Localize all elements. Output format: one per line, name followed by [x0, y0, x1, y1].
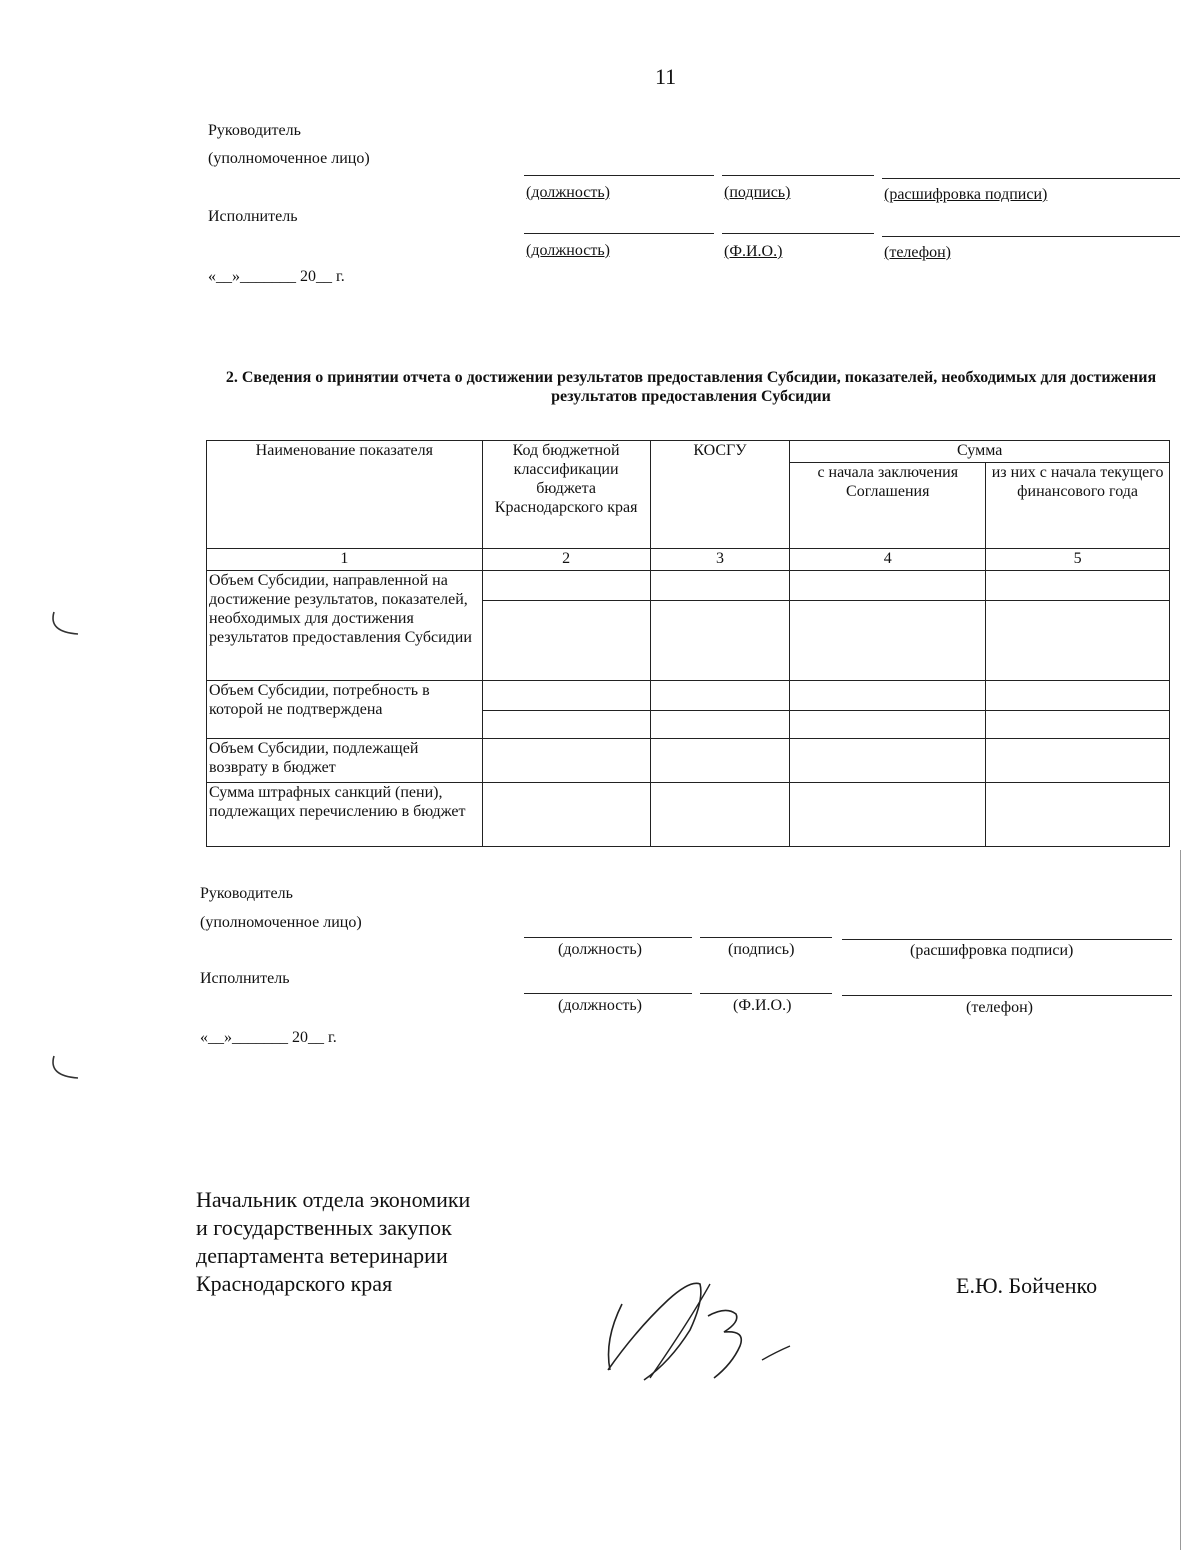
table-cell — [986, 601, 1170, 681]
executor-label-2: Исполнитель — [200, 970, 290, 987]
table-cell — [986, 571, 1170, 601]
decoding-line-2 — [842, 939, 1172, 940]
position-line — [524, 175, 714, 176]
handwritten-signature — [600, 1270, 810, 1390]
punch-hole-mark — [44, 608, 84, 642]
report-table — [206, 440, 1170, 847]
executor-position-caption: (должность) — [526, 242, 610, 259]
footer-position — [196, 1186, 470, 1298]
scan-edge-line — [1180, 850, 1181, 1550]
table-cell — [482, 783, 650, 847]
table-cell — [790, 601, 986, 681]
column-number: 4 — [790, 549, 986, 571]
table-cell — [986, 681, 1170, 711]
table-cell — [650, 783, 790, 847]
page-number: 11 — [655, 64, 677, 89]
footer-position-line: Краснодарского края — [196, 1271, 393, 1296]
decoding-line — [882, 178, 1180, 179]
executor-position-line-2 — [524, 993, 692, 994]
table-cell — [650, 601, 790, 681]
column-number: 2 — [482, 549, 650, 571]
footer-position-line: департамента ветеринарии — [196, 1243, 448, 1268]
footer-position-line: Начальник отдела экономики — [196, 1187, 471, 1212]
signature-caption: (подпись) — [724, 184, 791, 201]
executor-phone-caption-2: (телефон) — [966, 999, 1033, 1016]
table-cell — [986, 711, 1170, 739]
signature-line-2 — [700, 937, 832, 938]
footer-position-line: и государственных закупок — [196, 1215, 452, 1240]
signature-line — [722, 175, 874, 176]
date-line: «__»_______ 20__ г. — [208, 268, 345, 285]
decoding-caption: (расшифровка подписи) — [884, 186, 1048, 203]
table-cell — [986, 783, 1170, 847]
header-sum-current-year: из них с начала текущего финансового года — [986, 463, 1170, 549]
executor-phone-line-2 — [842, 995, 1172, 996]
position-caption-2: (должность) — [558, 941, 642, 958]
section-title: 2. Сведения о принятии отчета о достижении результатов предоставления Субсидии, показателей, необходимых для достижения результатов предоставления Субсидии — [225, 369, 1157, 405]
decoding-caption-2: (расшифровка подписи) — [910, 942, 1074, 959]
head-sub-label: (уполномоченное лицо) — [208, 150, 370, 167]
position-line-2 — [524, 937, 692, 938]
table-row-name: Объем Субсидии, потребность в которой не подтверждена — [207, 681, 483, 739]
table-cell — [482, 571, 650, 601]
table-cell — [790, 711, 986, 739]
table-cell — [790, 681, 986, 711]
header-sum: Сумма — [790, 441, 1170, 463]
column-number: 1 — [207, 549, 483, 571]
executor-name-caption-2: (Ф.И.О.) — [733, 997, 792, 1014]
header-indicator: Наименование показателя — [207, 441, 483, 549]
table-cell — [986, 739, 1170, 783]
table-cell — [650, 681, 790, 711]
signature-caption-2: (подпись) — [728, 941, 795, 958]
head-label: Руководитель — [208, 122, 301, 139]
executor-position-line — [524, 233, 714, 234]
table-cell — [650, 571, 790, 601]
table-cell — [790, 571, 986, 601]
column-number: 5 — [986, 549, 1170, 571]
column-number: 3 — [650, 549, 790, 571]
table-cell — [482, 739, 650, 783]
table-cell — [482, 601, 650, 681]
header-kosgu: КОСГУ — [650, 441, 790, 549]
table-cell — [482, 681, 650, 711]
executor-name-line-2 — [700, 993, 832, 994]
executor-phone-line — [882, 236, 1180, 237]
table-cell — [790, 739, 986, 783]
executor-label: Исполнитель — [208, 208, 298, 225]
position-caption: (должность) — [526, 184, 610, 201]
table-cell — [650, 739, 790, 783]
table-row-name: Объем Субсидии, подлежащей возврату в бюджет — [207, 739, 483, 783]
executor-name-caption: (Ф.И.О.) — [724, 243, 783, 260]
head-sub-label-2: (уполномоченное лицо) — [200, 914, 362, 931]
table-row-name: Объем Субсидии, направленной на достижение результатов, показателей, необходимых для достижения результатов предоставления Субсидии — [207, 571, 483, 681]
date-line-2: «__»_______ 20__ г. — [200, 1029, 337, 1046]
signatory-name: Е.Ю. Бойченко — [956, 1273, 1098, 1298]
table-cell — [650, 711, 790, 739]
table-cell — [790, 783, 986, 847]
head-label-2: Руководитель — [200, 885, 293, 902]
header-budget-code: Код бюджетной классификации бюджета Краснодарского края — [482, 441, 650, 549]
punch-hole-mark — [44, 1052, 84, 1086]
executor-phone-caption: (телефон) — [884, 244, 951, 261]
header-sum-from-start: с начала заключения Соглашения — [790, 463, 986, 549]
executor-name-line — [722, 233, 874, 234]
table-cell — [482, 711, 650, 739]
executor-position-caption-2: (должность) — [558, 997, 642, 1014]
table-row-name: Сумма штрафных санкций (пени), подлежащих перечислению в бюджет — [207, 783, 483, 847]
